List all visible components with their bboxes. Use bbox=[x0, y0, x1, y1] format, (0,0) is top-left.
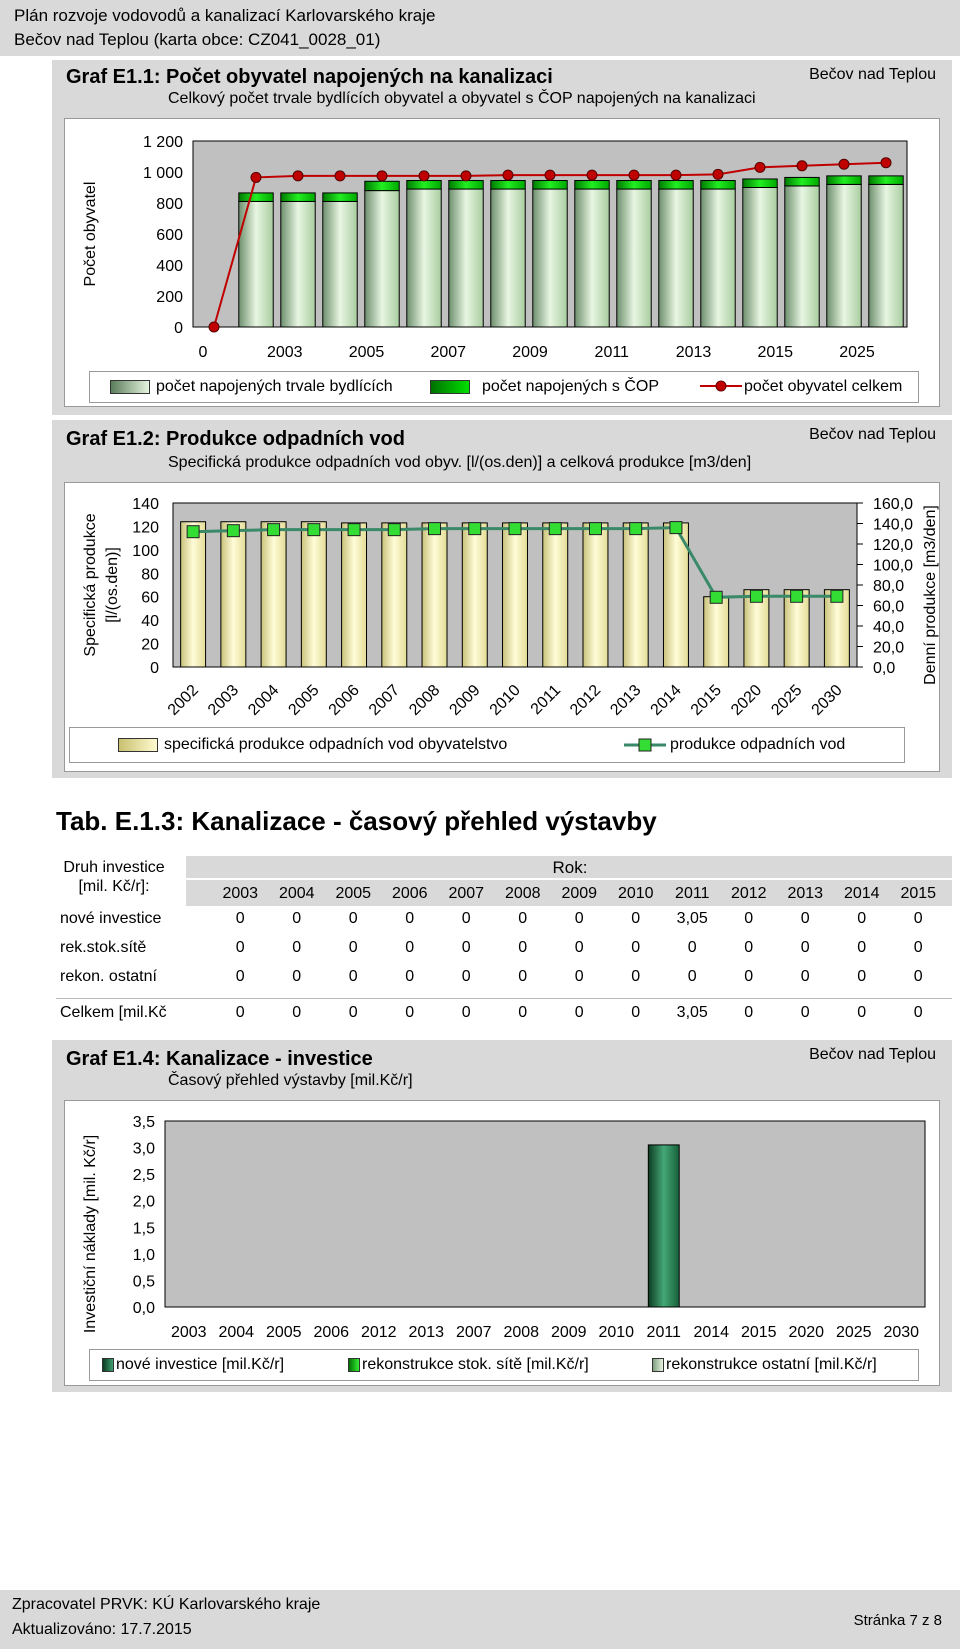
y-tick-label: 1 200 bbox=[142, 134, 183, 151]
bar-trvale bbox=[281, 201, 315, 327]
y-tick-label: 1,0 bbox=[132, 1246, 155, 1264]
table3-row-cell: 0 bbox=[744, 968, 754, 985]
x-tick-label: 2003 bbox=[170, 1324, 207, 1341]
graf4-legend bbox=[89, 1349, 919, 1381]
point-produkce bbox=[670, 522, 682, 534]
table3-row-cell: 0 bbox=[913, 968, 923, 985]
legend-label-specificka: specifická produkce odpadních vod obyvatelstvo bbox=[164, 736, 508, 753]
bar-specificka bbox=[623, 523, 648, 667]
y-tick-label: 0 bbox=[150, 660, 159, 677]
table3-row-cell: 0 bbox=[857, 939, 867, 956]
table3-total-cell: 0 bbox=[518, 1004, 528, 1021]
x-tick-label: 2004 bbox=[218, 1324, 255, 1341]
x-tick-label: 2015 bbox=[740, 1324, 777, 1341]
bar-trvale bbox=[785, 186, 819, 327]
legend-swatch-trvale bbox=[110, 380, 150, 394]
table3-row-cell: 0 bbox=[800, 968, 810, 985]
bar-cop bbox=[239, 193, 273, 202]
graf1-plot-area bbox=[64, 118, 940, 407]
table3-row-cell: 0 bbox=[292, 939, 302, 956]
bar-specificka bbox=[422, 523, 447, 667]
table3-year-header: 2008 bbox=[504, 885, 541, 902]
bar-cop bbox=[617, 181, 651, 190]
graf2-legend bbox=[69, 727, 905, 763]
point-produkce bbox=[227, 525, 239, 537]
y2-tick-label: 20,0 bbox=[873, 639, 905, 657]
table3-year-header: 2015 bbox=[900, 885, 937, 902]
x-tick-label: 2004 bbox=[245, 681, 283, 719]
table3-row-cell: 0 bbox=[405, 939, 415, 956]
graf1-legend bbox=[89, 371, 919, 403]
bar-specificka bbox=[382, 523, 407, 667]
point-celkem bbox=[335, 171, 345, 181]
table3-row-cell: 0 bbox=[235, 968, 245, 985]
x-tick-label: 2005 bbox=[265, 1324, 302, 1341]
bar-cop bbox=[785, 177, 819, 186]
bar-specificka bbox=[301, 522, 326, 667]
point-produkce bbox=[630, 523, 642, 535]
bar-specificka bbox=[261, 522, 286, 667]
table3-row-label: rek.stok.sítě bbox=[60, 939, 147, 956]
y-tick-label: 0 bbox=[174, 320, 183, 337]
table3-total-cell: 0 bbox=[913, 1004, 923, 1021]
graf2-municipality: Bečov nad Teplou bbox=[809, 426, 936, 443]
point-celkem bbox=[251, 172, 261, 182]
table3-row-cell: 0 bbox=[235, 939, 245, 956]
legend-label-rek-ostatni: rekonstrukce ostatní [mil.Kč/r] bbox=[666, 1356, 877, 1373]
x-tick-label: 2015 bbox=[757, 344, 794, 361]
bar-cop bbox=[827, 176, 861, 185]
x-tick-label: 2007 bbox=[455, 1324, 492, 1341]
y2-tick-label: 160,0 bbox=[873, 496, 914, 513]
x-tick-label: 2006 bbox=[313, 1324, 350, 1341]
table3-row-cell: 0 bbox=[405, 968, 415, 985]
table3-row-cell: 0 bbox=[574, 910, 584, 927]
table3-year-header: 2010 bbox=[617, 885, 654, 902]
table3-total-label: Celkem [mil.Kč bbox=[60, 1004, 167, 1021]
legend-label-nove: nové investice [mil.Kč/r] bbox=[116, 1356, 285, 1373]
x-tick-label: 2013 bbox=[607, 681, 645, 719]
bar-cop bbox=[701, 181, 735, 190]
municipality-card: Bečov nad Teplou (karta obce: CZ041_0028_01) bbox=[14, 30, 381, 49]
legend-label-rek-stok: rekonstrukce stok. sítě [mil.Kč/r] bbox=[362, 1356, 589, 1373]
x-tick-label: 2020 bbox=[728, 681, 766, 719]
table3-row-cell: 0 bbox=[631, 910, 641, 927]
y-tick-label: 0,5 bbox=[132, 1273, 155, 1291]
x-tick-label: 2013 bbox=[408, 1324, 445, 1341]
footer-page-number: Stránka 7 z 8 bbox=[853, 1612, 942, 1629]
table3-row-cell: 0 bbox=[857, 968, 867, 985]
bar-cop bbox=[743, 179, 777, 188]
y-tick-label: 140 bbox=[132, 496, 159, 513]
table3-year-header: 2009 bbox=[561, 885, 598, 902]
legend-line-marker-green bbox=[622, 736, 668, 754]
bar-cop bbox=[533, 181, 567, 190]
table3-total-cell: 0 bbox=[235, 1004, 245, 1021]
table3-row-cell: 0 bbox=[405, 910, 415, 927]
legend-label-produkce: produkce odpadních vod bbox=[670, 736, 846, 753]
y-tick-label: 3,5 bbox=[132, 1114, 155, 1131]
graf2-chart bbox=[65, 483, 939, 723]
x-tick-label: 2008 bbox=[503, 1324, 540, 1341]
point-celkem bbox=[755, 162, 765, 172]
table3-row-cell: 0 bbox=[348, 939, 358, 956]
bar-specificka bbox=[462, 523, 487, 667]
bar-cop bbox=[575, 181, 609, 190]
bar-specificka bbox=[221, 522, 246, 667]
y2-tick-label: 40,0 bbox=[873, 619, 905, 636]
graf1-title: Graf E1.1: Počet obyvatel napojených na kanalizaci bbox=[66, 66, 553, 88]
table3-row-cell: 0 bbox=[461, 939, 471, 956]
y2-tick-label: 100,0 bbox=[873, 557, 914, 575]
footer-processor: Zpracovatel PRVK: KÚ Karlovarského kraje bbox=[12, 1596, 321, 1613]
table3-rok-label: Rok: bbox=[552, 858, 588, 877]
y-tick-label: 20 bbox=[141, 636, 159, 654]
document-footer bbox=[0, 1590, 960, 1649]
bar-trvale bbox=[575, 189, 609, 327]
point-celkem bbox=[419, 171, 429, 181]
table3-row-cell: 0 bbox=[913, 939, 923, 956]
legend-label-celkem: počet obyvatel celkem bbox=[744, 378, 903, 395]
point-celkem bbox=[503, 170, 513, 180]
y-tick-label: 200 bbox=[156, 289, 183, 306]
table3-row-cell: 0 bbox=[574, 968, 584, 985]
y-axis-title: Počet obyvatel bbox=[82, 181, 99, 287]
point-celkem bbox=[209, 322, 219, 332]
table3-total-cell: 0 bbox=[405, 1004, 415, 1021]
footer-updated: Aktualizováno: 17.7.2015 bbox=[12, 1621, 192, 1638]
table3-row-cell: 0 bbox=[461, 910, 471, 927]
bar-trvale bbox=[743, 188, 777, 328]
point-celkem bbox=[461, 171, 471, 181]
table3-total-cell: 0 bbox=[461, 1004, 471, 1021]
point-produkce bbox=[469, 523, 481, 535]
graf2-plot-area bbox=[64, 482, 940, 772]
table3-total-cell: 3,05 bbox=[676, 1004, 708, 1021]
y-tick-label: 800 bbox=[156, 196, 183, 213]
table3-year-header: 2004 bbox=[278, 885, 315, 902]
x-tick-label: 2011 bbox=[646, 1324, 681, 1341]
point-produkce bbox=[388, 524, 400, 536]
bar-cop bbox=[659, 181, 693, 190]
bar-specificka bbox=[181, 522, 206, 667]
bar-cop bbox=[869, 176, 903, 185]
x-tick-label: 2025 bbox=[768, 681, 806, 719]
graf4-panel bbox=[52, 1040, 952, 1392]
x-tick-label: 2020 bbox=[788, 1324, 825, 1341]
table3-row-cell: 0 bbox=[461, 968, 471, 985]
x-tick-label: 0 bbox=[198, 344, 208, 361]
table3-row-label: nové investice bbox=[60, 910, 162, 927]
bar-cop bbox=[491, 181, 525, 190]
table3-year-header: 2005 bbox=[335, 885, 372, 902]
bar-specificka bbox=[704, 597, 729, 667]
y-tick-label: 2,5 bbox=[132, 1167, 155, 1185]
point-produkce bbox=[549, 523, 561, 535]
y-tick-label: 1 000 bbox=[142, 165, 183, 182]
table3-row-cell: 0 bbox=[800, 939, 810, 956]
x-tick-label: 2003 bbox=[266, 344, 303, 361]
x-tick-label: 2002 bbox=[164, 681, 202, 719]
point-produkce bbox=[429, 523, 441, 535]
bar-trvale bbox=[407, 189, 441, 327]
table3-row-label: rekon. ostatní bbox=[60, 968, 157, 985]
point-celkem bbox=[629, 170, 639, 180]
table3-row-cell: 0 bbox=[913, 910, 923, 927]
x-tick-label: 2005 bbox=[285, 681, 323, 719]
bar-cop bbox=[281, 193, 315, 202]
x-tick-label: 2025 bbox=[839, 344, 875, 361]
graf1-panel bbox=[52, 60, 952, 415]
table3-row-cell: 0 bbox=[687, 968, 697, 985]
y-tick-label: 0,0 bbox=[132, 1300, 155, 1317]
y-tick-label: 400 bbox=[156, 258, 183, 275]
table3-row-cell: 0 bbox=[518, 910, 528, 927]
x-tick-label: 2014 bbox=[693, 1324, 730, 1341]
bar-specificka bbox=[543, 523, 568, 667]
y2-axis-title: Denní produkce [m3/den] bbox=[922, 505, 939, 685]
bar-cop bbox=[449, 181, 483, 190]
graf4-subtitle: Časový přehled výstavby [mil.Kč/r] bbox=[168, 1072, 413, 1089]
point-celkem bbox=[797, 161, 807, 171]
graf4-plot-background bbox=[165, 1121, 925, 1307]
bar-trvale bbox=[869, 184, 903, 327]
y2-tick-label: 0,0 bbox=[873, 660, 896, 677]
table3-row-cell: 0 bbox=[631, 968, 641, 985]
bar-cop bbox=[407, 181, 441, 190]
bar-trvale bbox=[365, 191, 399, 327]
table3-row-cell: 0 bbox=[574, 939, 584, 956]
table3-year-header: 2012 bbox=[730, 885, 767, 902]
table3-year-header: 2011 bbox=[675, 885, 710, 902]
x-tick-label: 2009 bbox=[446, 681, 484, 719]
x-tick-label: 2014 bbox=[647, 681, 685, 719]
y-axis-title: Investiční náklady [mil. Kč/r] bbox=[82, 1134, 99, 1334]
table3-corner bbox=[56, 858, 172, 896]
y-axis-title-line1: Specifická produkce bbox=[82, 513, 99, 657]
table3-row-cell: 0 bbox=[687, 939, 697, 956]
point-produkce bbox=[710, 591, 722, 603]
table3-row-cell: 0 bbox=[744, 939, 754, 956]
y-tick-label: 80 bbox=[141, 566, 159, 584]
point-produkce bbox=[791, 590, 803, 602]
table3-title: Tab. E.1.3: Kanalizace - časový přehled výstavby bbox=[56, 806, 657, 836]
table3-year-header: 2006 bbox=[391, 885, 428, 902]
y2-tick-label: 120,0 bbox=[873, 537, 914, 554]
table3-corner-label2: [mil. Kč/r]: bbox=[78, 878, 150, 895]
legend-label-cop: počet napojených s ČOP bbox=[482, 378, 659, 395]
bar-cop bbox=[365, 181, 399, 190]
x-tick-label: 2011 bbox=[527, 681, 565, 719]
graf2-panel bbox=[52, 420, 952, 778]
table3-total-cell: 0 bbox=[574, 1004, 584, 1021]
table3-row-cell: 0 bbox=[348, 968, 358, 985]
table3-total-cell: 0 bbox=[857, 1004, 867, 1021]
y2-tick-label: 80,0 bbox=[873, 578, 905, 595]
x-tick-label: 2010 bbox=[598, 1324, 635, 1341]
y-tick-label: 3,0 bbox=[132, 1140, 155, 1158]
x-tick-label: 2007 bbox=[365, 681, 404, 719]
point-produkce bbox=[589, 523, 601, 535]
graf2-subtitle: Specifická produkce odpadních vod obyv. [l/(os.den)] a celková produkce [m3/den] bbox=[168, 454, 752, 471]
y2-tick-label: 140,0 bbox=[873, 516, 914, 534]
x-tick-label: 2003 bbox=[204, 681, 243, 719]
document-header bbox=[0, 0, 960, 56]
bar-trvale bbox=[449, 189, 483, 327]
x-tick-label: 2030 bbox=[808, 681, 846, 719]
point-produkce bbox=[187, 526, 199, 538]
point-celkem bbox=[587, 170, 597, 180]
x-tick-label: 2011 bbox=[594, 344, 629, 361]
bar-nove-investice bbox=[648, 1145, 679, 1307]
x-tick-label: 2007 bbox=[430, 344, 467, 361]
table3-row-cell: 0 bbox=[800, 910, 810, 927]
table3-total-cell: 0 bbox=[744, 1004, 754, 1021]
bar-specificka bbox=[503, 523, 528, 667]
y2-tick-label: 60,0 bbox=[873, 598, 905, 616]
bar-cop bbox=[323, 193, 357, 202]
point-celkem bbox=[839, 159, 849, 169]
table3-row-cell: 0 bbox=[631, 939, 641, 956]
y-tick-label: 100 bbox=[132, 542, 159, 560]
table3-row-cell: 0 bbox=[518, 939, 528, 956]
point-produkce bbox=[750, 590, 762, 602]
x-tick-label: 2012 bbox=[567, 681, 605, 719]
x-tick-label: 2009 bbox=[512, 344, 548, 361]
graf4-title: Graf E1.4: Kanalizace - investice bbox=[66, 1048, 373, 1070]
bar-trvale bbox=[491, 189, 525, 327]
bar-trvale bbox=[533, 189, 567, 327]
graf4-municipality: Bečov nad Teplou bbox=[809, 1046, 936, 1063]
x-tick-label: 2030 bbox=[883, 1324, 920, 1341]
legend-swatch-cop bbox=[430, 380, 470, 394]
legend-line-marker-red bbox=[698, 378, 744, 394]
table3-row-cell: 0 bbox=[744, 910, 754, 927]
bar-trvale bbox=[659, 189, 693, 327]
table3-year-header: 2007 bbox=[448, 885, 485, 902]
y-tick-label: 1,5 bbox=[132, 1220, 155, 1238]
legend-swatch-rek-ostatni bbox=[652, 1358, 664, 1372]
table3-total-cell: 0 bbox=[631, 1004, 641, 1021]
table3-total-cell: 0 bbox=[292, 1004, 302, 1021]
table3-corner-label1: Druh investice bbox=[63, 859, 165, 876]
table3-row-cell: 3,05 bbox=[676, 910, 708, 927]
point-celkem bbox=[713, 169, 723, 179]
table3-total-cell: 0 bbox=[800, 1004, 810, 1021]
point-produkce bbox=[348, 524, 360, 536]
y-tick-label: 600 bbox=[156, 227, 183, 244]
table3-year-header: 2014 bbox=[843, 885, 880, 902]
y-tick-label: 60 bbox=[141, 589, 159, 607]
y-axis-title-line2: [l/(os.den)] bbox=[104, 547, 121, 623]
y-tick-label: 2,0 bbox=[132, 1193, 155, 1211]
document-title: Plán rozvoje vodovodů a kanalizací Karlovarského kraje bbox=[14, 6, 436, 25]
table3-row-cell: 0 bbox=[292, 910, 302, 927]
x-tick-label: 2025 bbox=[835, 1324, 872, 1341]
bar-trvale bbox=[827, 184, 861, 327]
point-celkem bbox=[671, 170, 681, 180]
y-tick-label: 120 bbox=[132, 519, 159, 537]
x-tick-label: 2010 bbox=[486, 681, 524, 719]
bar-specificka bbox=[342, 523, 367, 667]
graf1-municipality: Bečov nad Teplou bbox=[809, 66, 936, 83]
x-tick-label: 2008 bbox=[406, 681, 444, 719]
point-celkem bbox=[545, 170, 555, 180]
point-celkem bbox=[293, 171, 303, 181]
graf1-chart bbox=[65, 119, 939, 369]
x-tick-label: 2005 bbox=[348, 344, 385, 361]
point-produkce bbox=[509, 523, 521, 535]
table3-row-cell: 0 bbox=[857, 910, 867, 927]
point-produkce bbox=[268, 524, 280, 536]
x-tick-label: 2012 bbox=[360, 1324, 397, 1341]
bar-specificka bbox=[583, 523, 608, 667]
point-celkem bbox=[377, 171, 387, 181]
graf4-chart bbox=[65, 1101, 939, 1347]
point-celkem bbox=[881, 158, 891, 168]
bar-trvale bbox=[323, 201, 357, 327]
legend-swatch-specificka bbox=[118, 738, 158, 752]
graf1-subtitle: Celkový počet trvale bydlících obyvatel a obyvatel s ČOP napojených na kanalizaci bbox=[168, 90, 756, 107]
legend-label-trvale: počet napojených trvale bydlících bbox=[156, 378, 393, 395]
table3-year-header: 2013 bbox=[787, 885, 824, 902]
graf4-plot-area bbox=[64, 1100, 940, 1386]
legend-swatch-nove bbox=[102, 1358, 114, 1372]
table3-row-cell: 0 bbox=[348, 910, 358, 927]
legend-swatch-rek-stok bbox=[348, 1358, 360, 1372]
graf2-title: Graf E1.2: Produkce odpadních vod bbox=[66, 428, 405, 450]
table3-row-cell: 0 bbox=[292, 968, 302, 985]
table3-total-cell: 0 bbox=[348, 1004, 358, 1021]
point-produkce bbox=[308, 524, 320, 536]
bar-trvale bbox=[617, 189, 651, 327]
x-tick-label: 2013 bbox=[675, 344, 712, 361]
x-tick-label: 2006 bbox=[325, 681, 363, 719]
x-tick-label: 2015 bbox=[687, 681, 726, 719]
point-produkce bbox=[831, 590, 843, 602]
table3-year-header: 2003 bbox=[222, 885, 259, 902]
y-tick-label: 40 bbox=[141, 613, 159, 631]
table3-row-cell: 0 bbox=[235, 910, 245, 927]
table3-row-cell: 0 bbox=[518, 968, 528, 985]
x-tick-label: 2009 bbox=[550, 1324, 587, 1341]
bar-trvale bbox=[701, 189, 735, 327]
